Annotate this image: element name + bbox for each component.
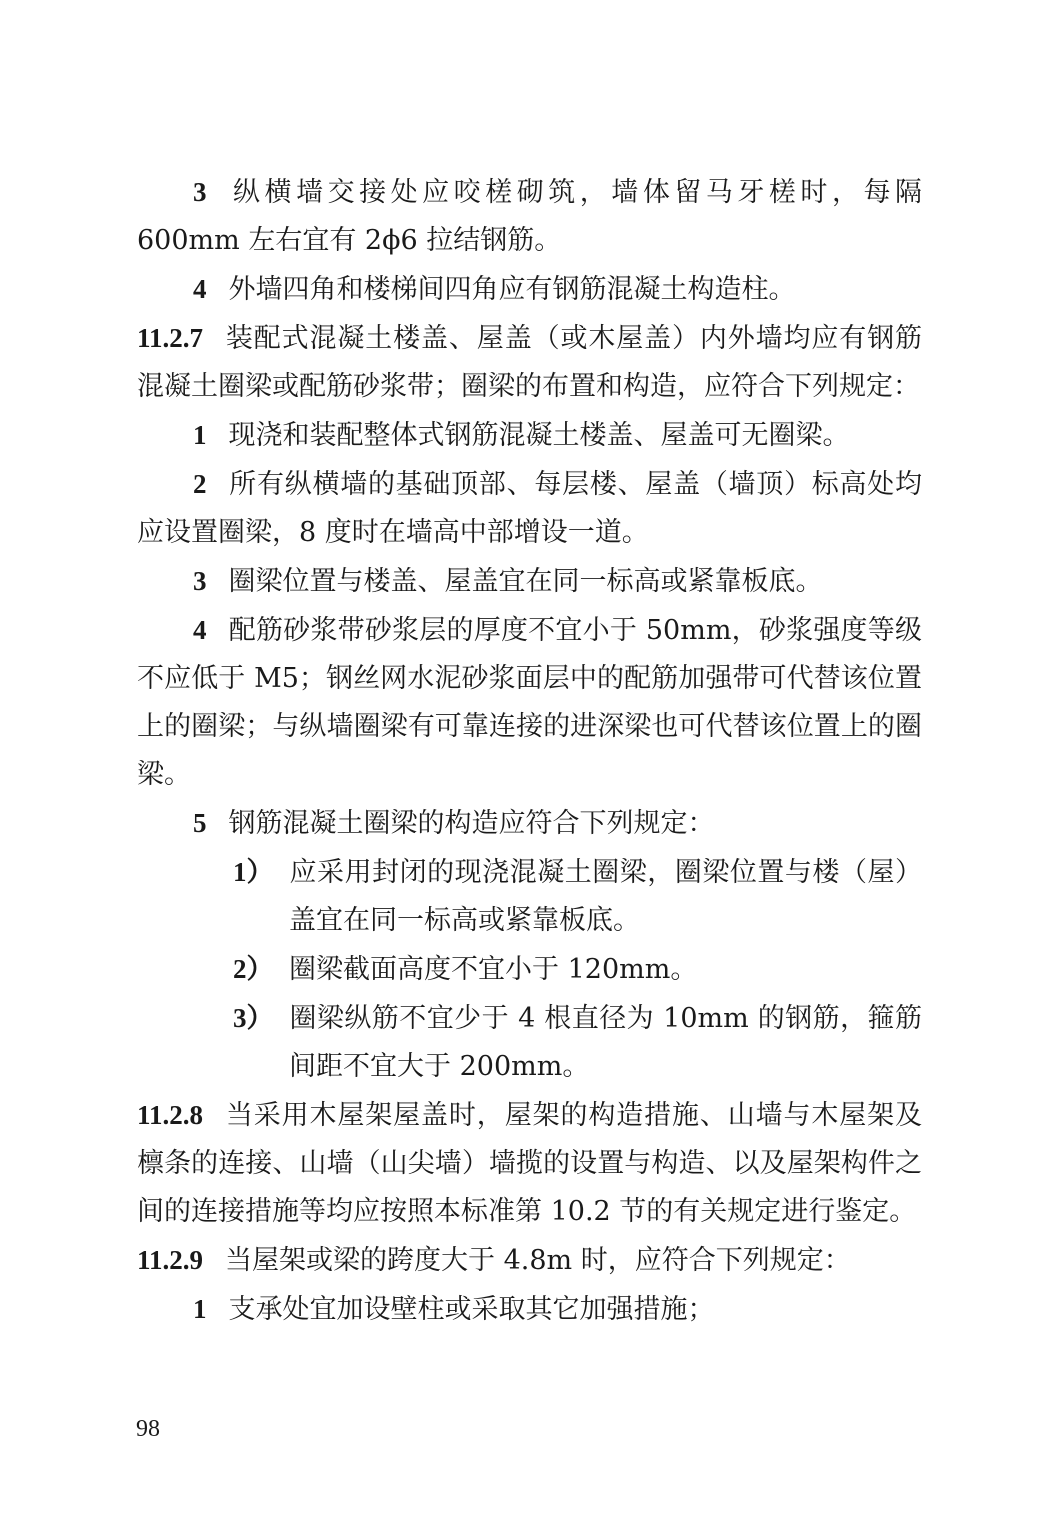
item-text: 钢筋混凝土圈梁的构造应符合下列规定： — [228, 808, 715, 839]
section-clause — [137, 1236, 922, 1285]
clause-item — [137, 168, 922, 265]
item-text: 外墙四角和楼梯间四角应有钢筋混凝土构造柱。 — [228, 274, 796, 305]
item-number: 5 — [193, 808, 207, 838]
section-text: 当采用木屋架屋盖时，屋架的构造措施、山墙与木屋架及檩条的连接、山墙（山尖墙）墙揽的设置与构造、以及屋架构件之间的连接措施等均应按照本标准第 10.2 节的有关规定进行鉴定。 — [137, 1100, 922, 1227]
sub-item-number: 3） — [233, 1003, 274, 1033]
item-number: 3 — [193, 177, 207, 207]
section-number: 11.2.7 — [137, 323, 204, 353]
clause-item — [137, 799, 922, 848]
sub-item-text: 圈梁截面高度不宜小于 120mm。 — [289, 954, 698, 985]
clause-item — [137, 265, 922, 314]
item-number: 1 — [193, 1294, 207, 1324]
item-text: 纵横墙交接处应咬槎砌筑，墙体留马牙槎时，每隔 600mm 左右宜有 2ϕ6 拉结钢筋。 — [137, 177, 922, 256]
section-clause — [137, 1091, 922, 1236]
sub-item-number: 1） — [233, 857, 274, 887]
section-number: 11.2.9 — [137, 1245, 204, 1275]
sub-item — [137, 945, 922, 994]
item-text: 现浇和装配整体式钢筋混凝土楼盖、屋盖可无圈梁。 — [228, 420, 850, 451]
section-text: 装配式混凝土楼盖、屋盖（或木屋盖）内外墙均应有钢筋混凝土圈梁或配筋砂浆带；圈梁的布置和构造，应符合下列规定： — [137, 323, 922, 402]
clause-item — [137, 557, 922, 606]
clause-item — [137, 1285, 922, 1334]
item-text: 圈梁位置与楼盖、屋盖宜在同一标高或紧靠板底。 — [228, 566, 823, 597]
item-number: 1 — [193, 420, 207, 450]
section-clause — [137, 314, 922, 411]
sub-item — [137, 994, 922, 1091]
item-number: 4 — [193, 274, 207, 304]
item-text: 配筋砂浆带砂浆层的厚度不宜小于 50mm，砂浆强度等级不应低于 M5；钢丝网水泥砂浆面层中的配筋加强带可代替该位置上的圈梁；与纵墙圈梁有可靠连接的进深梁也可代替该位置上的圈梁。 — [137, 615, 922, 790]
document-body — [137, 168, 922, 1334]
section-number: 11.2.8 — [137, 1100, 204, 1130]
clause-item — [137, 606, 922, 799]
item-text: 所有纵横墙的基础顶部、每层楼、屋盖（墙顶）标高处均应设置圈梁，8 度时在墙高中部增设一道。 — [137, 469, 922, 548]
clause-item — [137, 411, 922, 460]
sub-item-text: 圈梁纵筋不宜少于 4 根直径为 10mm 的钢筋，箍筋间距不宜大于 200mm。 — [289, 1003, 922, 1082]
item-number: 3 — [193, 566, 207, 596]
item-number: 2 — [193, 469, 207, 499]
item-number: 4 — [193, 615, 207, 645]
item-text: 支承处宜加设壁柱或采取其它加强措施； — [228, 1294, 715, 1325]
sub-item — [137, 848, 922, 945]
clause-item — [137, 460, 922, 557]
section-text: 当屋架或梁的跨度大于 4.8m 时，应符合下列规定： — [225, 1245, 851, 1276]
sub-item-number: 2） — [233, 954, 274, 984]
sub-item-text: 应采用封闭的现浇混凝土圈梁，圈梁位置与楼（屋）盖宜在同一标高或紧靠板底。 — [289, 857, 922, 936]
page-number: 98 — [136, 1416, 160, 1442]
